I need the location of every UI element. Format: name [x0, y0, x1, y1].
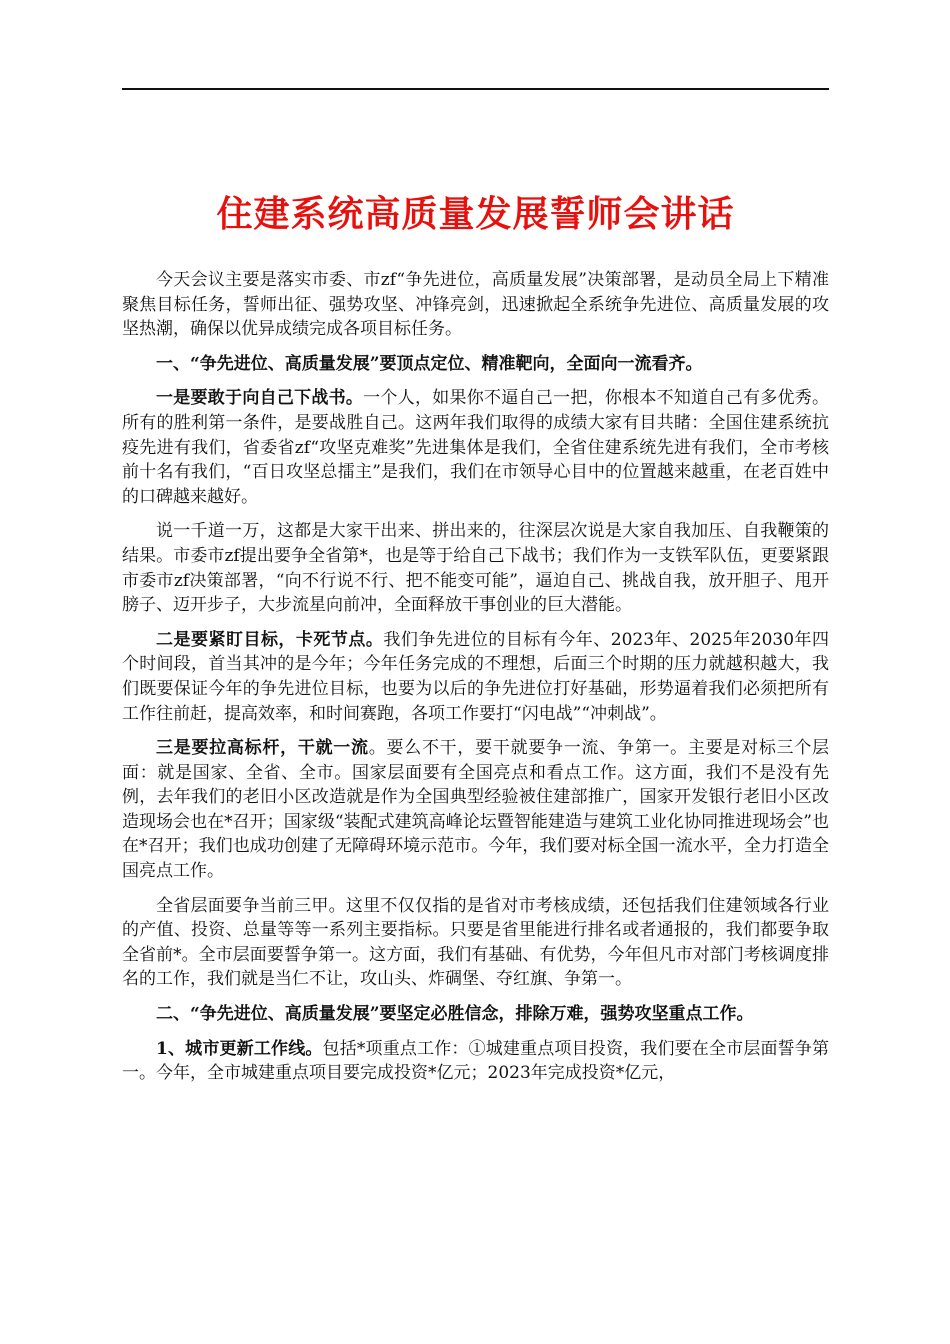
- paragraph-point-2: [122, 628, 829, 726]
- paragraph-body: [122, 894, 829, 992]
- section-heading-text: 二、“争先进位、高质量发展”要坚定必胜信念，排除万难，强势攻坚重点工作。: [156, 1004, 754, 1025]
- paragraph-lead: 一是要敢于向自己下战书。: [156, 388, 364, 409]
- document-body: [122, 268, 829, 1096]
- paragraph-text: 我们争先进位的目标有今年、2023年、2025年2030年四个时间段，首当其冲的是今年；今年任务完成的不理想，后面三个时期的压力就越积越大，我们既要保证今年的争先进位目标，也要为以后的争先进位打好基础，形势逼着我们必须把所有工作往前赶，提高效率，和时间赛跑，各项工作要打“闪电战”“冲刺战”。: [122, 629, 830, 724]
- paragraph-text: 说一千道一万，这都是大家干出来、拼出来的，往深层次说是大家自我加压、自我鞭策的结果。市委市zf提出要争全省第*，也是等于给自己下战书；我们作为一支铁军队伍，更要紧跟市委市zf决策部署，“向不行说不行、把不能变可能”，逼迫自己、挑战自我，放开胆子、甩开膀子、迈开步子，大步流星向前冲，全面释放干事创业的巨大潜能。: [122, 521, 829, 616]
- paragraph-text: 全省层面要争当前三甲。这里不仅仅指的是省对市考核成绩，还包括我们住建领域各行业的产值、投资、总量等等一系列主要指标。只要是省里能进行排名或者通报的，我们都要争取全省前*。全市层面要誓争第一。这方面，我们有基础、有优势，今年但凡市对部门考核调度排名的工作，我们就是当仁不让，攻山头、炸碉堡、夺红旗、争第一。: [122, 895, 829, 990]
- document-title: 住建系统高质量发展誓师会讲话: [216, 193, 735, 235]
- section-heading-1: [122, 352, 829, 377]
- section-heading-2: [122, 1002, 829, 1027]
- paragraph-text: 。要么不干，要干就要争一流、争第一。主要是对标三个层面：就是国家、全省、全市。国家层面要有全国亮点和看点工作。这方面，我们不是没有先例，去年我们的老旧小区改造就是作为全国典型经验被住建部推广，国家开发银行老旧小区改造现场会也在*召开；国家级“装配式建筑高峰论坛暨智能建造与建筑工业化协同推进现场会”也在*召开；我们也成功创建了无障碍环境示范市。今年，我们要对标全国一流水平，全力打造全国亮点工作。: [122, 738, 830, 882]
- paragraph-lead: 三是要拉高标杆，干就一流: [156, 738, 369, 759]
- paragraph-subsection-1: [122, 1037, 829, 1086]
- paragraph-text: 今天会议主要是落实市委、市zf“争先进位，高质量发展”决策部署，是动员全局上下精准聚焦目标任务，誓师出征、强势攻坚、冲锋亮剑，迅速掀起全系统争先进位、高质量发展的攻坚热潮，确保以优异成绩完成各项目标任务。: [122, 270, 829, 340]
- paragraph-intro: [122, 268, 829, 342]
- paragraph-lead: 二是要紧盯目标，卡死节点。: [156, 629, 384, 650]
- paragraph-point-3: [122, 736, 829, 884]
- paragraph-text: 包括*项重点工作：①城建重点项目投资，我们要在全市层面誓争第一。今年，全市城建重点项目要完成投资*亿元；2023年完成投资*亿元，: [122, 1038, 829, 1084]
- section-heading-text: 一、“争先进位、高质量发展”要顶点定位、精准靶向，全面向一流看齐。: [156, 353, 703, 374]
- paragraph-lead: 1、城市更新工作线。: [156, 1038, 323, 1059]
- paragraph-point-1: [122, 386, 829, 509]
- paragraph-body: [122, 519, 829, 617]
- paragraph-text: 一个人，如果你不逼自己一把，你根本不知道自己有多优秀。所有的胜利第一条件，是要战胜自己。这两年我们取得的成绩大家有目共睹：全国住建系统抗疫先进有我们，省委省zf“攻坚克难奖”先进集体是我们，全省住建系统先进有我们，全市考核前十名有我们，“百日攻坚总擂主”是我们，我们在市领导心目中的位置越来越重，在老百姓中的口碑越来越好。: [122, 388, 830, 507]
- header-rule: [122, 88, 829, 90]
